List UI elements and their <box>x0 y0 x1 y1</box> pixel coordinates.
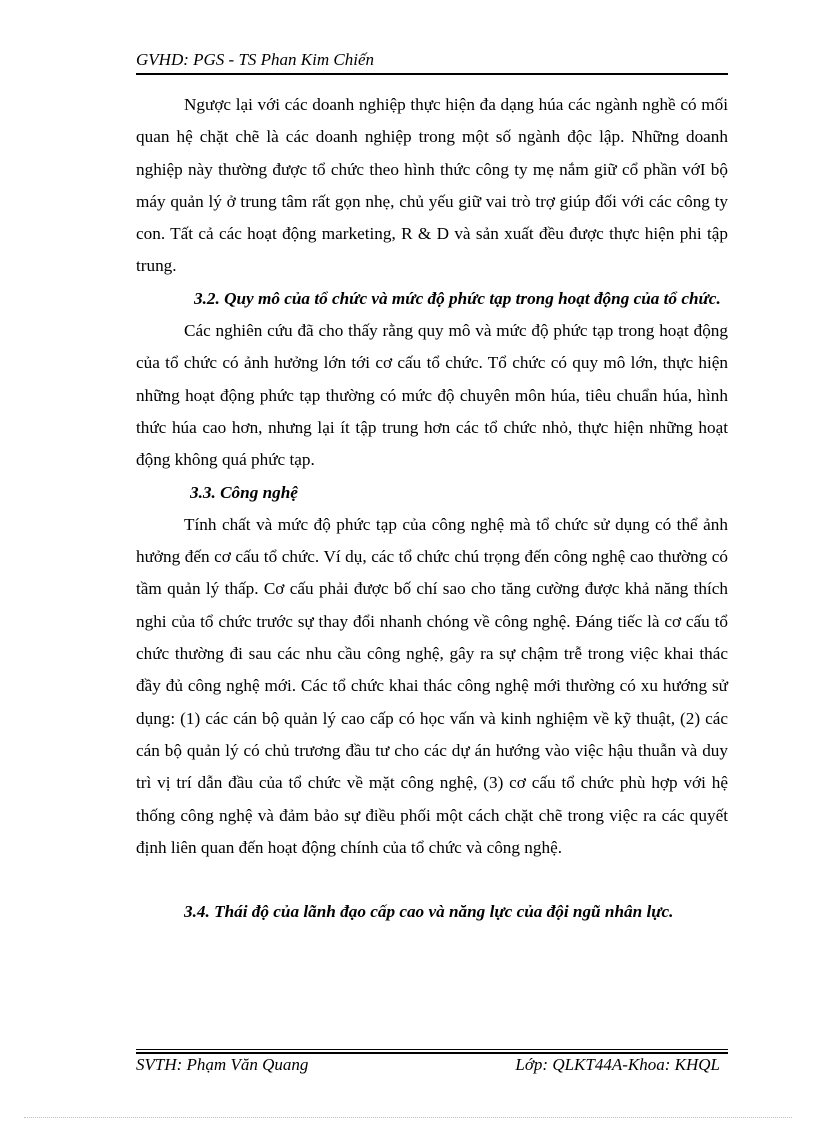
footer-rule-thin <box>136 1049 728 1050</box>
paragraph-2: Các nghiên cứu đã cho thấy rằng quy mô và mức độ phức tạp trong hoạt động của tổ chức có ảnh hưởng lớn tới cơ cấu tổ chức. Tổ chức có quy mô lớn, thực hiện những hoạt động phức tạp thường có mức độ chuyên môn húa, tiêu chuẩn húa, hình thức húa cao hơn, nhưng lại ít tập trung hơn các tổ chức nhỏ, thực hiện những hoạt động không quá phức tạp. <box>136 321 728 470</box>
section-heading-3-3: 3.3. Công nghệ <box>190 482 298 502</box>
page-header: GVHD: PGS - TS Phan Kim Chiến <box>136 50 374 69</box>
section-heading-3-2: 3.2. Quy mô của tổ chức và mức độ phức tạp trong hoạt động của tổ chức. <box>194 288 721 308</box>
paragraph-3: Tính chất và mức độ phức tạp của công nghệ mà tổ chức sử dụng có thể ảnh hưởng đến cơ cấu tổ chức. Ví dụ, các tổ chức chú trọng đến công nghệ cao thường có tầm quản lý thấp. Cơ cấu phải được bố chí sao cho tăng cường được khả năng thích nghi của tổ chức trước sự thay đổi nhanh chóng về công nghệ. Đáng tiếc là cơ cấu tổ chức thường đi sau các nhu cầu công nghệ, gây ra sự chậm trễ trong việc khai thác đầy đủ công nghệ mới. Các tổ chức khai thác công nghệ mới thường có xu hướng sử dụng: (1) các cán bộ quản lý cao cấp có học vấn và kinh nghiệm về kỹ thuật, (2) các cán bộ quản lý có chủ trương đầu tư cho các dự án hướng vào việc hậu thuẫn và duy trì vị trí dẫn đầu của tổ chức về mặt công nghệ, (3) cơ cấu tổ chức phù hợp với hệ thống công nghệ và đảm bảo sự điều phối một cách chặt chẽ trong việc ra các quyết định liên quan đến hoạt động chính của tổ chức và công nghệ. <box>136 514 728 857</box>
footer-class: Lớp: QLKT44A-Khoa: KHQL <box>515 1055 720 1074</box>
page-boundary-dots <box>24 1117 792 1118</box>
header-rule <box>136 73 728 75</box>
footer-student: SVTH: Phạm Văn Quang <box>136 1055 309 1074</box>
footer-rule-thick <box>136 1052 728 1054</box>
section-heading-3-4: 3.4. Thái độ của lãnh đạo cấp cao và năng lực của đội ngũ nhân lực. <box>184 902 674 922</box>
document-body <box>136 89 728 928</box>
paragraph-1: Ngược lại với các doanh nghiệp thực hiện đa dạng húa các ngành nghề có mối quan hệ chặt chẽ là các doanh nghiệp trong một số ngành độc lập. Những doanh nghiệp này thường được tổ chức theo hình thức công ty mẹ nắm giữ cổ phần vớI bộ máy quản lý ở trung tâm rất gọn nhẹ, chủ yếu giữ vai trò trợ giúp đối với các công ty con. Tất cả các hoạt động marketing, R & D và sản xuất đều được thực hiện phi tập trung. <box>136 95 728 276</box>
